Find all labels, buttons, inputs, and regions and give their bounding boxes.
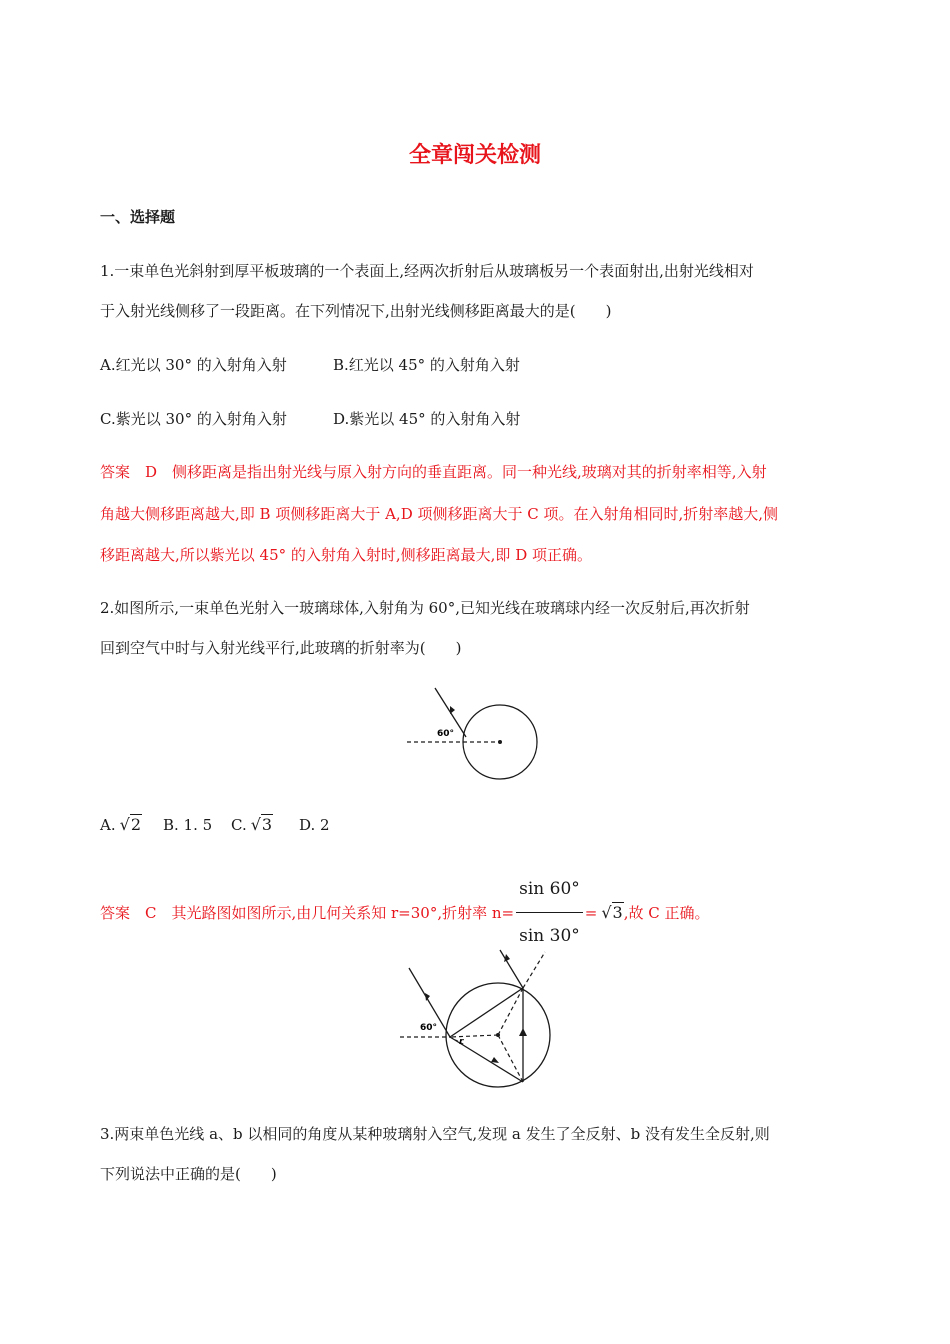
q2-options	[100, 815, 330, 835]
q1-option-c: C.紫光以 30° 的入射角入射	[100, 410, 287, 428]
q2-option-b: B. 1. 5	[163, 816, 213, 834]
q2-option-c: C. √3	[231, 815, 273, 834]
refraction-angle-label: r	[459, 1037, 464, 1047]
q2-figure-sphere	[395, 680, 555, 780]
normal-line	[523, 952, 545, 988]
q2-option-a-radical: √2	[119, 815, 141, 834]
q2-stem-line2: 回到空气中时与入射光线平行,此玻璃的折射率为( )	[100, 639, 462, 657]
q1-answer-line2: 角越大侧移距离越大,即 B 项侧移距离大于 A,D 项侧移距离大于 C 项。在入射角相同时,折射率越大,侧	[100, 505, 779, 523]
q1-option-b: B.红光以 45° 的入射角入射	[333, 356, 520, 374]
radius-line	[498, 988, 523, 1035]
q1-answer-line1: 答案 D 侧移距离是指出射光线与原入射方向的垂直距离。同一种光线,玻璃对其的折射率相等,入射	[100, 463, 767, 481]
q1-stem-line2: 于入射光线侧移了一段距离。在下列情况下,出射光线侧移距离最大的是( )	[100, 302, 612, 320]
q3-stem-line1: 3.两束单色光线 a、b 以相同的角度从某种玻璃射入空气,发现 a 发生了全反射、b 没有发生全反射,则	[100, 1125, 770, 1143]
q1-stem-line1: 1.一束单色光斜射到厚平板玻璃的一个表面上,经两次折射后从玻璃板另一个表面射出,出射光线相对	[100, 262, 754, 280]
chord-line	[450, 988, 523, 1037]
q1-options-row2	[100, 409, 520, 429]
q2-option-d: D. 2	[299, 816, 330, 834]
arrow-icon	[491, 1057, 499, 1063]
q1-answer-line3: 移距离越大,所以紫光以 45° 的入射角入射时,侧移距离最大,即 D 项正确。	[100, 546, 592, 564]
q2-answer: 答案 C 其光路图如图所示,由几何关系知 r=30°,折射率 n= $\frac{\sin 60^\circ}{\sin 30^\circ}$ = √3 ,故 C 正确。	[100, 868, 710, 957]
answer-fraction: $\frac{\sin 60^\circ}{\sin 30^\circ}$	[516, 868, 583, 957]
angle-label: 60°	[420, 1023, 438, 1033]
page-title: 全章闯关检测	[408, 143, 541, 168]
radius-line	[450, 1035, 498, 1037]
q1-options-row1	[100, 355, 520, 375]
q2-stem-line1: 2.如图所示,一束单色光射入一玻璃球体,入射角为 60°,已知光线在玻璃球内经一次反射后,再次折射	[100, 599, 750, 617]
angle-label: 60°	[437, 729, 455, 739]
arrow-icon	[519, 1028, 527, 1036]
section-heading: 一、选择题	[100, 208, 176, 226]
sphere-center	[498, 740, 502, 744]
q1-option-d: D.紫光以 45° 的入射角入射	[333, 410, 521, 428]
q2-option-c-radical: √3	[250, 815, 273, 834]
q2-answer-figure	[395, 948, 560, 1093]
q2-option-a: A. √2	[100, 815, 141, 834]
sphere-center	[496, 1033, 500, 1037]
arrow-icon	[450, 706, 455, 714]
answer-radical: √3	[601, 902, 623, 922]
exit-ray	[500, 950, 523, 988]
q3-stem-line2: 下列说法中正确的是( )	[100, 1165, 277, 1183]
q1-option-a: A.红光以 30° 的入射角入射	[100, 356, 287, 374]
